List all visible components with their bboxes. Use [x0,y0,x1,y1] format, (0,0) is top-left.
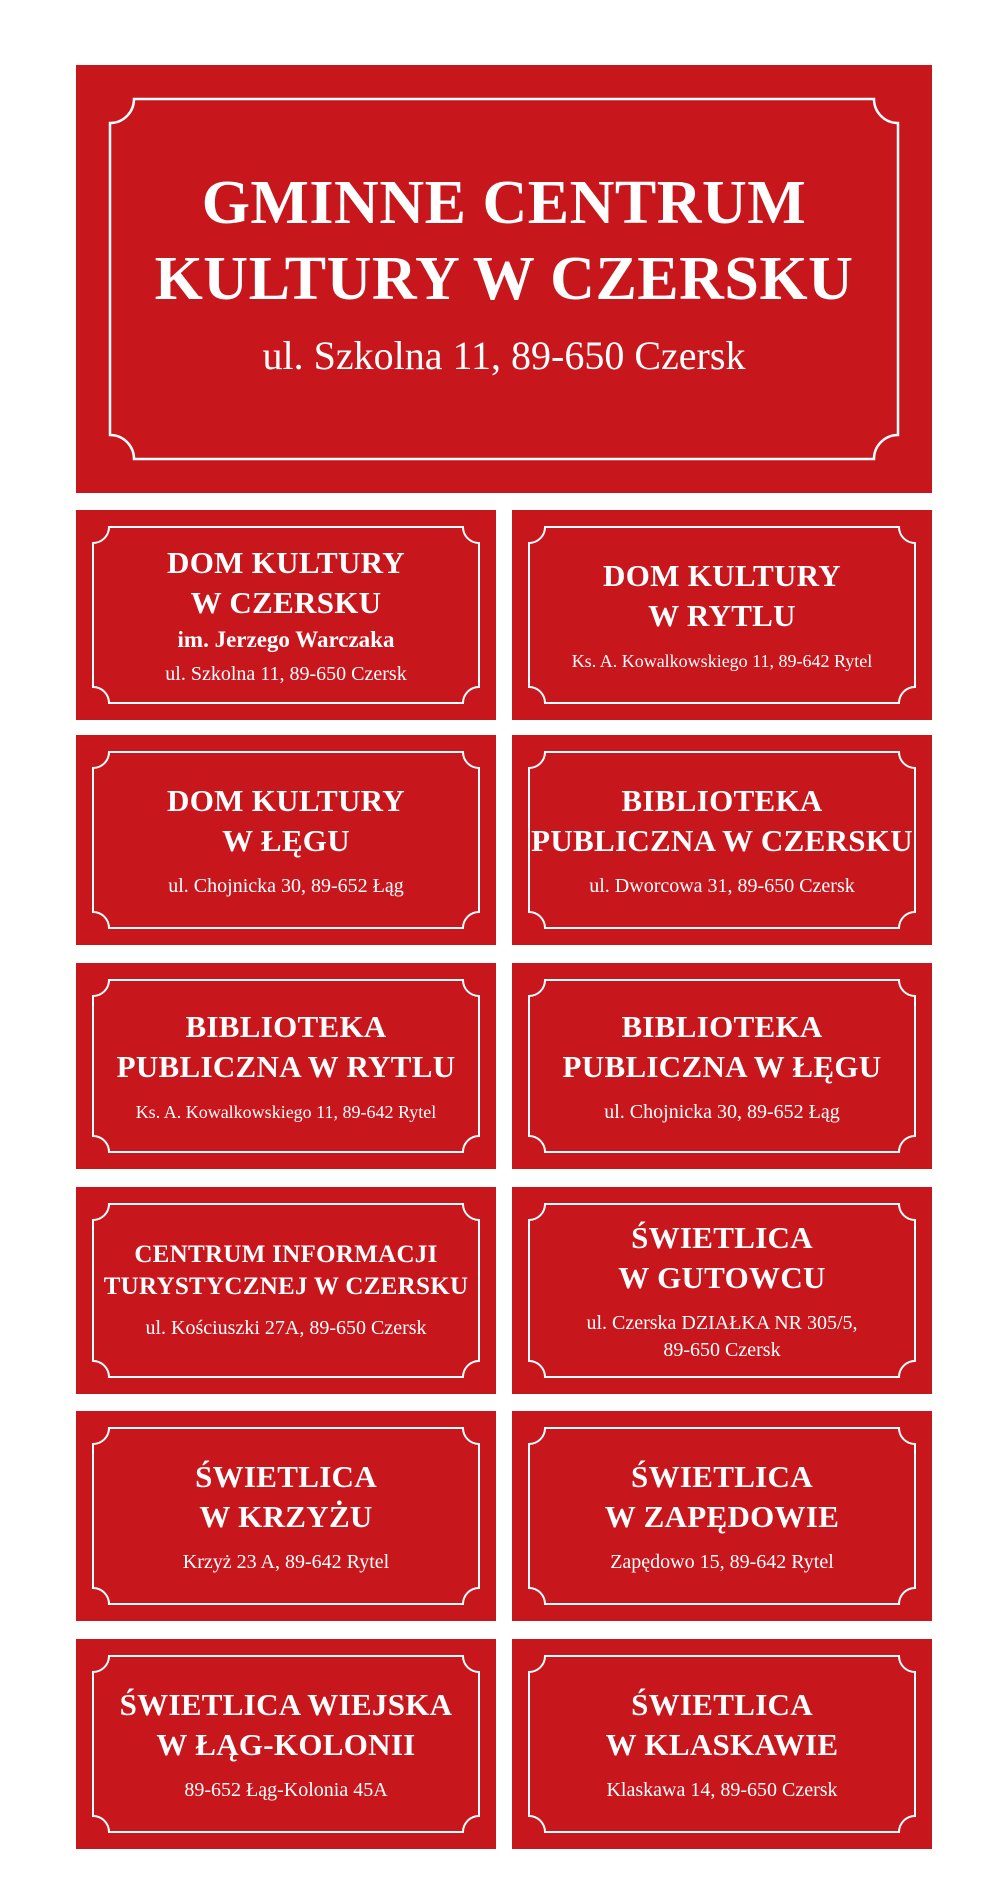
plate-address: Zapędowo 15, 89-642 Rytel [610,1550,834,1573]
main-plate [76,65,932,493]
plate-title: ŚWIETLICA W KRZYŻU [195,1458,377,1534]
plate-title: DOM KULTURY W ŁĘGU [167,782,405,858]
plate-title: ŚWIETLICA W ZAPĘDOWIE [604,1458,840,1534]
sign-plate [512,1639,932,1849]
plate-address: 89-652 Łąg-Kolonia 45A [184,1778,388,1801]
plate-title: BIBLIOTEKA PUBLICZNA W ŁĘGU [562,1008,882,1084]
plate-address: Krzyż 23 A, 89-642 Rytel [182,1550,390,1573]
plate-title: BIBLIOTEKA PUBLICZNA W CZERSKU [531,782,913,858]
plate-title: ŚWIETLICA W KLASKAWIE [605,1686,839,1762]
plate-address: ul. Chojnicka 30, 89-652 Łąg [168,874,404,897]
sign-plate [76,1411,496,1621]
sign-plate [76,510,496,720]
plate-address: Klaskawa 14, 89-650 Czersk [606,1778,838,1801]
sign-plate [76,963,496,1169]
plate-subtitle: im. Jerzego Warczaka [177,626,395,652]
plate-title: ŚWIETLICA WIEJSKA W ŁĄG-KOLONII [119,1686,453,1762]
plate-address: Ks. A. Kowalkowskiego 11, 89-642 Rytel [135,1101,437,1122]
sign-plate [512,963,932,1169]
main-plate-address: ul. Szkolna 11, 89-650 Czersk [262,333,746,378]
plate-address: ul. Chojnicka 30, 89-652 Łąg [604,1100,840,1123]
plate-address: ul. Dworcowa 31, 89-650 Czersk [589,874,855,897]
plate-address: ul. Szkolna 11, 89-650 Czersk [165,662,407,685]
sign-plate [512,510,932,720]
sign-plate [512,1411,932,1621]
plate-address: ul. Kościuszki 27A, 89-650 Czersk [145,1317,427,1339]
sign-plate [512,735,932,945]
sign-plate [76,1187,496,1394]
plate-title: ŚWIETLICA W GUTOWCU [618,1219,826,1295]
sign-plate [512,1187,932,1394]
sign-plate [76,735,496,945]
plate-title: DOM KULTURY W CZERSKU [167,544,405,620]
main-plate-title: GMINNE CENTRUM KULTURY W CZERSKU [154,169,854,313]
plate-title: BIBLIOTEKA PUBLICZNA W RYTLU [116,1008,456,1084]
sign-plate [76,1639,496,1849]
plate-address: ul. Czerska DZIAŁKA NR 305/5, 89-650 Czersk [586,1311,858,1361]
plate-address: Ks. A. Kowalkowskiego 11, 89-642 Rytel [571,650,873,671]
plate-title: DOM KULTURY W RYTLU [603,557,841,633]
plate-title: CENTRUM INFORMACJI TURYSTYCZNEJ W CZERSKU [103,1241,469,1300]
